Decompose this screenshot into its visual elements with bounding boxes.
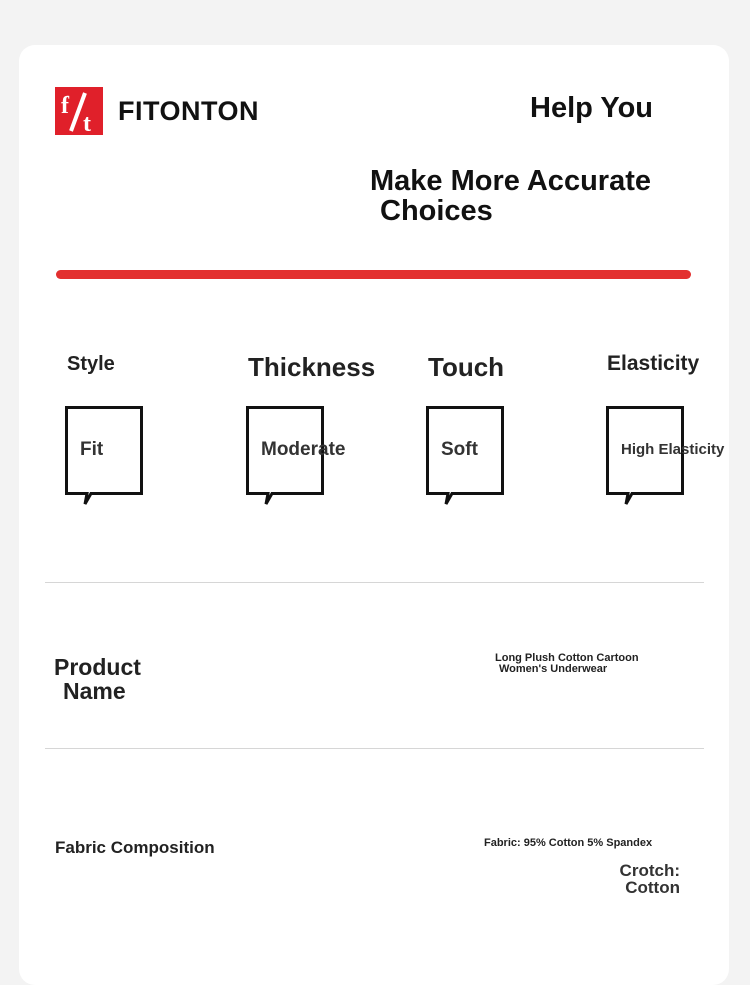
attribute-label-thickness: Thickness: [248, 352, 376, 382]
brand-logo: [55, 87, 103, 135]
brand-logo-icon: [55, 87, 103, 135]
accent-divider: [56, 270, 691, 279]
headline-secondary-line1: Make More Accurate: [370, 165, 651, 197]
speech-bubble-elasticity: [606, 406, 725, 490]
svg-text:t: t: [83, 111, 91, 135]
attribute-label-elasticity: Elasticity: [607, 352, 700, 375]
attribute-label-touch: Touch: [428, 352, 505, 382]
product-name-label-line2: Name: [63, 678, 126, 704]
product-name-value: [495, 653, 695, 675]
attribute-value-touch: Soft: [441, 439, 478, 460]
speech-bubble-thickness: [246, 406, 346, 490]
crotch-material-line2: Cotton: [625, 878, 680, 897]
product-name-value-line1: Long Plush Cotton Cartoon: [495, 652, 639, 664]
fabric-composition-value: Fabric: 95% Cotton 5% Spandex: [484, 837, 653, 849]
speech-bubble-touch: [426, 406, 500, 490]
brand-name: FITONTON: [118, 96, 260, 126]
svg-text:f: f: [61, 93, 69, 119]
crotch-material-line1: Crotch:: [619, 861, 680, 880]
product-name-label-line1: Product: [54, 654, 141, 680]
crotch-material: [560, 862, 680, 896]
speech-bubble-style: [65, 406, 139, 490]
section-divider: [45, 748, 704, 749]
headline-secondary: [370, 166, 720, 226]
section-divider: [45, 582, 704, 583]
attribute-value-thickness: Moderate: [261, 439, 346, 460]
product-name-label: [54, 655, 141, 703]
attribute-label-style: Style: [67, 353, 115, 375]
attribute-value-style: Fit: [80, 439, 104, 460]
attribute-value-elasticity: High Elasticity: [621, 441, 725, 458]
speech-bubble-icon: [65, 406, 143, 506]
headline-primary: Help You: [530, 92, 653, 124]
product-name-value-line2: Women's Underwear: [499, 663, 608, 675]
fabric-composition-label: Fabric Composition: [55, 838, 215, 857]
headline-secondary-line2: Choices: [380, 195, 493, 227]
